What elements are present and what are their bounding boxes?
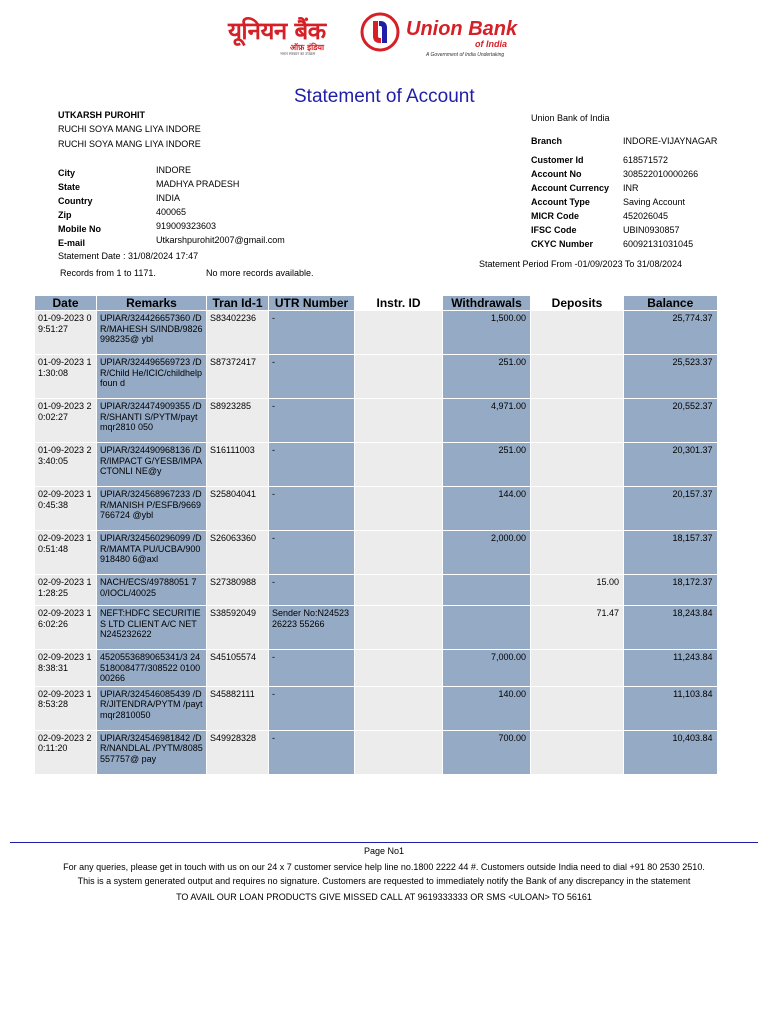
micr-code-label: MICR Code bbox=[531, 211, 579, 221]
cell-tran-id: S16111003 bbox=[207, 443, 269, 487]
cell-date: 01-09-2023 23:40:05 bbox=[35, 443, 97, 487]
mobile-label: Mobile No bbox=[58, 224, 101, 234]
cell-tran-id: S87372417 bbox=[207, 355, 269, 399]
col-header-deposits: Deposits bbox=[531, 296, 624, 311]
logo-hindi-tagline: भारत सरकार का उपक्रम bbox=[280, 51, 316, 56]
cell-deposit bbox=[531, 650, 624, 687]
ifsc-code-value: UBIN0930857 bbox=[623, 225, 680, 235]
logo-english-sub: of India bbox=[475, 39, 507, 49]
cell-deposit bbox=[531, 487, 624, 531]
cell-tran-id: S8923285 bbox=[207, 399, 269, 443]
cell-withdrawal: 144.00 bbox=[443, 487, 531, 531]
cell-balance: 18,157.37 bbox=[624, 531, 717, 575]
cell-utr: - bbox=[269, 531, 355, 575]
country-label: Country bbox=[58, 196, 93, 206]
logo-english-name: Union Bank bbox=[406, 18, 518, 40]
cell-remarks: UPIAR/324474909355 /DR/SHANTI S/PYTM/paytmqr2810 050 bbox=[97, 399, 207, 443]
cell-deposit bbox=[531, 730, 624, 774]
table-row bbox=[35, 686, 717, 730]
cell-tran-id: S38592049 bbox=[207, 606, 269, 650]
customer-name: UTKARSH PUROHIT bbox=[58, 110, 145, 120]
cell-date: 02-09-2023 11:28:25 bbox=[35, 575, 97, 606]
statement-period: Statement Period From -01/09/2023 To 31/08/2024 bbox=[479, 259, 682, 269]
cell-utr: - bbox=[269, 487, 355, 531]
mobile-value: 919009323603 bbox=[156, 221, 217, 231]
account-no-value: 308522010000266 bbox=[623, 169, 699, 179]
cell-utr: - bbox=[269, 443, 355, 487]
branch-label: Branch bbox=[531, 136, 563, 146]
cell-instr bbox=[355, 650, 443, 687]
cell-remarks: NACH/ECS/49788051 70/IOCL/40025 bbox=[97, 575, 207, 606]
cell-balance: 11,103.84 bbox=[624, 686, 717, 730]
cell-balance: 25,523.37 bbox=[624, 355, 717, 399]
cell-utr: - bbox=[269, 311, 355, 355]
cell-withdrawal bbox=[443, 575, 531, 606]
cell-instr bbox=[355, 575, 443, 606]
transactions-table bbox=[34, 296, 717, 774]
cell-balance: 20,552.37 bbox=[624, 399, 717, 443]
cell-balance: 25,774.37 bbox=[624, 311, 717, 355]
statement-date: Statement Date : 31/08/2024 17:47 bbox=[58, 251, 199, 261]
cell-utr: - bbox=[269, 730, 355, 774]
cell-instr bbox=[355, 443, 443, 487]
cell-date: 02-09-2023 10:51:48 bbox=[35, 531, 97, 575]
page-number: Page No1 bbox=[363, 846, 405, 856]
col-header-balance: Balance bbox=[624, 296, 717, 311]
footer-divider bbox=[10, 842, 758, 843]
city-label: City bbox=[58, 168, 76, 178]
cell-deposit: 71.47 bbox=[531, 606, 624, 650]
cell-utr: Sender No:N2452326223 55266 bbox=[269, 606, 355, 650]
customer-id-label: Customer Id bbox=[531, 155, 584, 165]
page-title: Statement of Account bbox=[294, 86, 475, 107]
footer-helpline-notice: For any queries, please get in touch with us on our 24 x 7 customer service help line no.1800 2222 44 #. Customers outside India need to dial +91 80 2530 2510. bbox=[63, 862, 705, 872]
ckyc-number-value: 60092131031045 bbox=[623, 239, 694, 249]
account-no-label: Account No bbox=[531, 169, 582, 179]
cell-utr: - bbox=[269, 686, 355, 730]
cell-remarks: UPIAR/324568967233 /DR/MANISH P/ESFB/9669766724 @ybl bbox=[97, 487, 207, 531]
customer-id-value: 618571572 bbox=[623, 155, 669, 165]
table-header-row bbox=[35, 296, 717, 311]
table-row bbox=[35, 575, 717, 606]
cell-date: 01-09-2023 11:30:08 bbox=[35, 355, 97, 399]
micr-code-value: 452026045 bbox=[623, 211, 669, 221]
cell-date: 02-09-2023 18:53:28 bbox=[35, 686, 97, 730]
cell-deposit bbox=[531, 686, 624, 730]
cell-deposit bbox=[531, 311, 624, 355]
cell-withdrawal: 140.00 bbox=[443, 686, 531, 730]
footer-disclaimer: This is a system generated output and requires no signature. Customers are requested to immediately notify the Bank of any discrepancy in the statement bbox=[77, 876, 691, 886]
logo-hindi-name: यूनियन बैंक bbox=[228, 17, 326, 45]
cell-instr bbox=[355, 487, 443, 531]
records-status: No more records available. bbox=[206, 268, 314, 278]
cell-tran-id: S83402236 bbox=[207, 311, 269, 355]
cell-deposit: 15.00 bbox=[531, 575, 624, 606]
table-row bbox=[35, 606, 717, 650]
cell-date: 01-09-2023 20:02:27 bbox=[35, 399, 97, 443]
cell-balance: 20,157.37 bbox=[624, 487, 717, 531]
table-row bbox=[35, 355, 717, 399]
cell-instr bbox=[355, 606, 443, 650]
cell-remarks: UPIAR/324560296099 /DR/MAMTA PU/UCBA/900918480 6@axl bbox=[97, 531, 207, 575]
cell-withdrawal: 1,500.00 bbox=[443, 311, 531, 355]
cell-remarks: UPIAR/324426657360 /DR/MAHESH S/INDB/9826998235@ ybl bbox=[97, 311, 207, 355]
cell-tran-id: S49928328 bbox=[207, 730, 269, 774]
cell-date: 02-09-2023 18:38:31 bbox=[35, 650, 97, 687]
col-header-date: Date bbox=[35, 296, 97, 311]
email-value: Utkarshpurohit2007@gmail.com bbox=[156, 235, 285, 245]
account-currency-label: Account Currency bbox=[531, 183, 610, 193]
cell-tran-id: S45882111 bbox=[207, 686, 269, 730]
table-row bbox=[35, 730, 717, 774]
cell-instr bbox=[355, 355, 443, 399]
email-label: E-mail bbox=[58, 238, 86, 248]
cell-utr: - bbox=[269, 575, 355, 606]
logo-english-tagline: A Government of India Undertaking bbox=[426, 52, 505, 58]
cell-deposit bbox=[531, 355, 624, 399]
cell-withdrawal: 4,971.00 bbox=[443, 399, 531, 443]
cell-withdrawal bbox=[443, 606, 531, 650]
cell-balance: 18,243.84 bbox=[624, 606, 717, 650]
cell-utr: - bbox=[269, 399, 355, 443]
table-row bbox=[35, 650, 717, 687]
cell-withdrawal: 7,000.00 bbox=[443, 650, 531, 687]
table-row bbox=[35, 443, 717, 487]
state-value: MADHYA PRADESH bbox=[156, 179, 240, 189]
table-row bbox=[35, 399, 717, 443]
cell-remarks: UPIAR/324546085439 /DR/JITENDRA/PYTM /paytmqr2810050 bbox=[97, 686, 207, 730]
table-row bbox=[35, 487, 717, 531]
union-bank-emblem-icon bbox=[360, 12, 400, 52]
cell-instr bbox=[355, 311, 443, 355]
table-row bbox=[35, 531, 717, 575]
cell-tran-id: S26063360 bbox=[207, 531, 269, 575]
country-value: INDIA bbox=[156, 193, 181, 203]
cell-deposit bbox=[531, 443, 624, 487]
cell-tran-id: S45105574 bbox=[207, 650, 269, 687]
cell-tran-id: S27380988 bbox=[207, 575, 269, 606]
union-bank-logo bbox=[228, 12, 548, 58]
cell-instr bbox=[355, 686, 443, 730]
col-header-remarks: Remarks bbox=[97, 296, 207, 311]
ckyc-number-label: CKYC Number bbox=[531, 239, 594, 249]
zip-label: Zip bbox=[58, 210, 72, 220]
cell-deposit bbox=[531, 531, 624, 575]
bank-name: Union Bank of India bbox=[531, 113, 610, 123]
cell-instr bbox=[355, 399, 443, 443]
logo-hindi-sub: ऑफ़ इंडिया bbox=[290, 43, 325, 52]
cell-instr bbox=[355, 531, 443, 575]
account-currency-value: INR bbox=[623, 183, 639, 193]
city-value: INDORE bbox=[156, 165, 192, 175]
cell-date: 02-09-2023 16:02:26 bbox=[35, 606, 97, 650]
cell-balance: 11,243.84 bbox=[624, 650, 717, 687]
cell-balance: 20,301.37 bbox=[624, 443, 717, 487]
col-header-withdrawals: Withdrawals bbox=[443, 296, 531, 311]
cell-utr: - bbox=[269, 355, 355, 399]
cell-withdrawal: 251.00 bbox=[443, 443, 531, 487]
cell-remarks: UPIAR/324496569723 /DR/Child He/ICIC/childhelpfoun d bbox=[97, 355, 207, 399]
table-row bbox=[35, 311, 717, 355]
col-header-instr-id: Instr. ID bbox=[355, 296, 443, 311]
cell-utr: - bbox=[269, 650, 355, 687]
footer-loan-promo: TO AVAIL OUR LOAN PRODUCTS GIVE MISSED CALL AT 9619333333 OR SMS <ULOAN> TO 56161 bbox=[176, 892, 592, 902]
cell-deposit bbox=[531, 399, 624, 443]
col-header-utr-number: UTR Number bbox=[269, 296, 355, 311]
account-type-label: Account Type bbox=[531, 197, 590, 207]
cell-date: 02-09-2023 10:45:38 bbox=[35, 487, 97, 531]
ifsc-code-label: IFSC Code bbox=[531, 225, 577, 235]
records-range: Records from 1 to 1171. bbox=[60, 268, 156, 278]
cell-tran-id: S25804041 bbox=[207, 487, 269, 531]
cell-instr bbox=[355, 730, 443, 774]
zip-value: 400065 bbox=[156, 207, 187, 217]
cell-remarks: 4520553689065341/3 24518008477/308522 010000266 bbox=[97, 650, 207, 687]
cell-withdrawal: 2,000.00 bbox=[443, 531, 531, 575]
customer-address-line-2: RUCHI SOYA MANG LIYA INDORE bbox=[58, 139, 201, 149]
cell-balance: 10,403.84 bbox=[624, 730, 717, 774]
col-header-tran-id: Tran Id-1 bbox=[207, 296, 269, 311]
cell-withdrawal: 251.00 bbox=[443, 355, 531, 399]
cell-remarks: UPIAR/324490968136 /DR/IMPACT G/YESB/IMPACTONLI NE@y bbox=[97, 443, 207, 487]
cell-remarks: UPIAR/324546981842 /DR/NANDLAL /PYTM/8085557757@ pay bbox=[97, 730, 207, 774]
cell-date: 02-09-2023 20:11:20 bbox=[35, 730, 97, 774]
state-label: State bbox=[58, 182, 81, 192]
customer-address-line-1: RUCHI SOYA MANG LIYA INDORE bbox=[58, 124, 201, 134]
account-type-value: Saving Account bbox=[623, 197, 686, 207]
cell-remarks: NEFT:HDFC SECURITIES LTD CLIENT A/C NET N245232622 bbox=[97, 606, 207, 650]
cell-balance: 18,172.37 bbox=[624, 575, 717, 606]
branch-value: INDORE-VIJAYNAGAR bbox=[623, 136, 718, 146]
cell-withdrawal: 700.00 bbox=[443, 730, 531, 774]
cell-date: 01-09-2023 09:51:27 bbox=[35, 311, 97, 355]
